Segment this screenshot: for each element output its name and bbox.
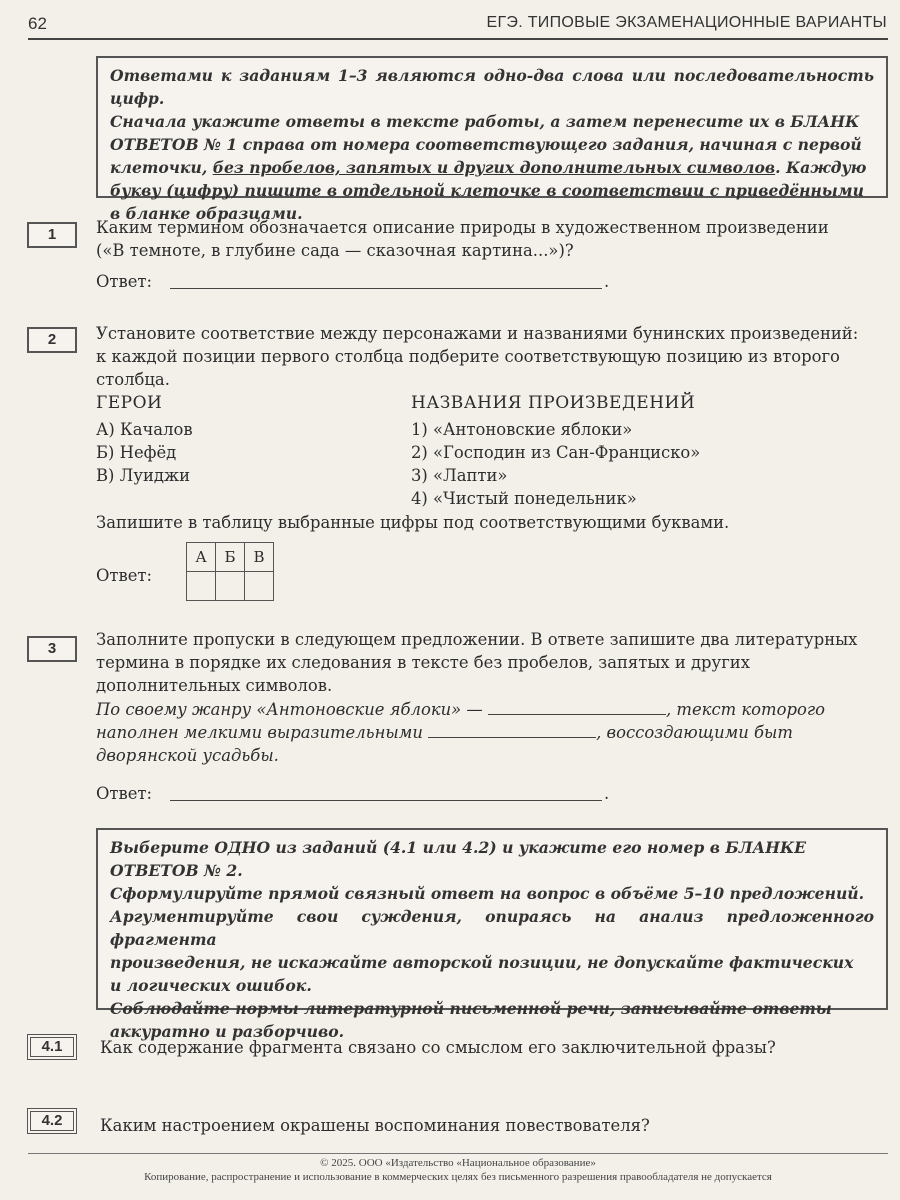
work-item: 1) «Антоновские яблоки» bbox=[411, 420, 633, 439]
instruction-box-1 bbox=[96, 56, 888, 223]
sentence-text: По своему жанру «Антоновские яблоки» — bbox=[96, 700, 483, 719]
answer-label: Ответ: bbox=[96, 566, 153, 585]
instruction-underlined-text: без пробелов, запятых и других дополнительных символов bbox=[212, 158, 776, 177]
task-number-box: 4.1 bbox=[27, 1034, 77, 1060]
task2-line: к каждой позиции первого столбца подберите соответствующую позицию из второго bbox=[96, 347, 840, 366]
table-header-cell: В bbox=[245, 543, 274, 572]
task3-sentence-line bbox=[96, 721, 888, 744]
work-item: 4) «Чистый понедельник» bbox=[411, 489, 637, 508]
instruction-line: Соблюдайте нормы литературной письменной речи, записывайте ответы bbox=[110, 999, 832, 1018]
sentence-text: , текст которого bbox=[666, 700, 825, 719]
task3-sentence bbox=[96, 698, 888, 767]
instruction-line: Выберите ОДНО из заданий (4.1 или 4.2) и укажите его номер в БЛАНКЕ bbox=[110, 838, 807, 857]
task41-question: Как содержание фрагмента связано со смыслом его заключительной фразы? bbox=[100, 1038, 776, 1057]
answer-end-dot: . bbox=[604, 784, 610, 803]
answer-label: Ответ: bbox=[96, 272, 153, 291]
instruction-line: Ответами к заданиям 1–3 являются одно-два слова или последовательность цифр. bbox=[110, 66, 874, 108]
hero-item: А) Качалов bbox=[96, 420, 193, 439]
blank-field-2[interactable] bbox=[428, 737, 596, 738]
work-item: 2) «Господин из Сан-Франциско» bbox=[411, 443, 701, 462]
answer-table-input-row bbox=[187, 572, 274, 601]
task3-line: термина в порядке их следования в тексте без пробелов, запятых и других bbox=[96, 653, 750, 672]
instruction-line: ОТВЕТОВ № 1 справа от номера соответствующего задания, начиная с первой bbox=[110, 135, 862, 154]
instruction-line: Сначала укажите ответы в тексте работы, а затем перенесите их в БЛАНК bbox=[110, 112, 860, 131]
page-number: 62 bbox=[28, 14, 47, 33]
task2-line: Установите соответствие между персонажами и названиями бунинских произведений: bbox=[96, 324, 859, 343]
task3-line: дополнительных символов. bbox=[96, 676, 333, 695]
task3-question bbox=[96, 628, 888, 697]
instruction-line: в бланке образцами. bbox=[110, 204, 303, 223]
task1-line: Каким термином обозначается описание природы в художественном произведении bbox=[96, 218, 829, 237]
instruction-line: и логических ошибок. bbox=[110, 976, 312, 995]
copyright-notice: Копирование, распространение и использование в коммерческих целях без письменного разрешения правообладателя не допускается bbox=[144, 1171, 772, 1183]
task1-answer-line[interactable] bbox=[170, 288, 602, 289]
task2-line: столбца. bbox=[96, 370, 170, 389]
table-header-cell: А bbox=[187, 543, 216, 572]
work-item: 3) «Лапти» bbox=[411, 466, 508, 485]
answer-table bbox=[186, 542, 274, 601]
footer-rule bbox=[28, 1153, 888, 1154]
instruction-text: клеточки, bbox=[110, 158, 208, 177]
works-column-header: НАЗВАНИЯ ПРОИЗВЕДЕНИЙ bbox=[411, 393, 696, 413]
answer-cell[interactable] bbox=[187, 572, 216, 601]
task3-sentence-line bbox=[96, 698, 888, 721]
heroes-column-header: ГЕРОИ bbox=[96, 393, 163, 413]
instruction-line bbox=[110, 156, 874, 179]
instruction-line: букву (цифру) пишите в отдельной клеточке в соответствии с приведёнными bbox=[110, 181, 864, 200]
task3-sentence-line: дворянской усадьбы. bbox=[96, 746, 279, 765]
task3-line: Заполните пропуски в следующем предложении. В ответе запишите два литературных bbox=[96, 630, 858, 649]
instruction-line: Сформулируйте прямой связный ответ на вопрос в объёме 5–10 предложений. bbox=[110, 884, 865, 903]
answer-end-dot: . bbox=[604, 272, 610, 291]
hero-item: Б) Нефёд bbox=[96, 443, 177, 462]
instruction-line: ОТВЕТОВ № 2. bbox=[110, 861, 243, 880]
header-rule bbox=[28, 38, 888, 40]
running-title: ЕГЭ. ТИПОВЫЕ ЭКЗАМЕНАЦИОННЫЕ ВАРИАНТЫ bbox=[486, 14, 887, 31]
task1-line: («В темноте, в глубине сада — сказочная картина...»)? bbox=[96, 241, 574, 260]
copyright-line: © 2025. ООО «Издательство «Национальное образование» bbox=[320, 1157, 596, 1169]
sentence-text: наполнен мелкими выразительными bbox=[96, 723, 423, 742]
sentence-text: , воссоздающими быт bbox=[596, 723, 793, 742]
heroes-list bbox=[96, 418, 193, 487]
works-list bbox=[411, 418, 700, 510]
answer-table-header-row bbox=[187, 543, 274, 572]
blank-field-1[interactable] bbox=[488, 714, 666, 715]
instruction-line: аккуратно и разборчиво. bbox=[110, 1022, 345, 1041]
answer-cell[interactable] bbox=[216, 572, 245, 601]
answer-cell[interactable] bbox=[245, 572, 274, 601]
task1-question bbox=[96, 216, 888, 262]
instruction-text: . Каждую bbox=[775, 158, 867, 177]
table-instruction: Запишите в таблицу выбранные цифры под соответствующими буквами. bbox=[96, 513, 730, 532]
task3-answer-line[interactable] bbox=[170, 800, 602, 801]
hero-item: В) Луиджи bbox=[96, 466, 190, 485]
task-number-box: 4.2 bbox=[27, 1108, 77, 1134]
instruction-box-2 bbox=[96, 828, 888, 1041]
instruction-line: произведения, не искажайте авторской позиции, не допускайте фактических bbox=[110, 953, 854, 972]
task-number-box: 1 bbox=[27, 222, 77, 248]
task2-question bbox=[96, 322, 888, 391]
task42-question: Каким настроением окрашены воспоминания повествователя? bbox=[100, 1116, 650, 1135]
task-number-box: 2 bbox=[27, 327, 77, 353]
table-header-cell: Б bbox=[216, 543, 245, 572]
instruction-line: Аргументируйте свои суждения, опираясь на анализ предложенного фрагмента bbox=[110, 907, 874, 949]
task-number-box: 3 bbox=[27, 636, 77, 662]
answer-label: Ответ: bbox=[96, 784, 153, 803]
